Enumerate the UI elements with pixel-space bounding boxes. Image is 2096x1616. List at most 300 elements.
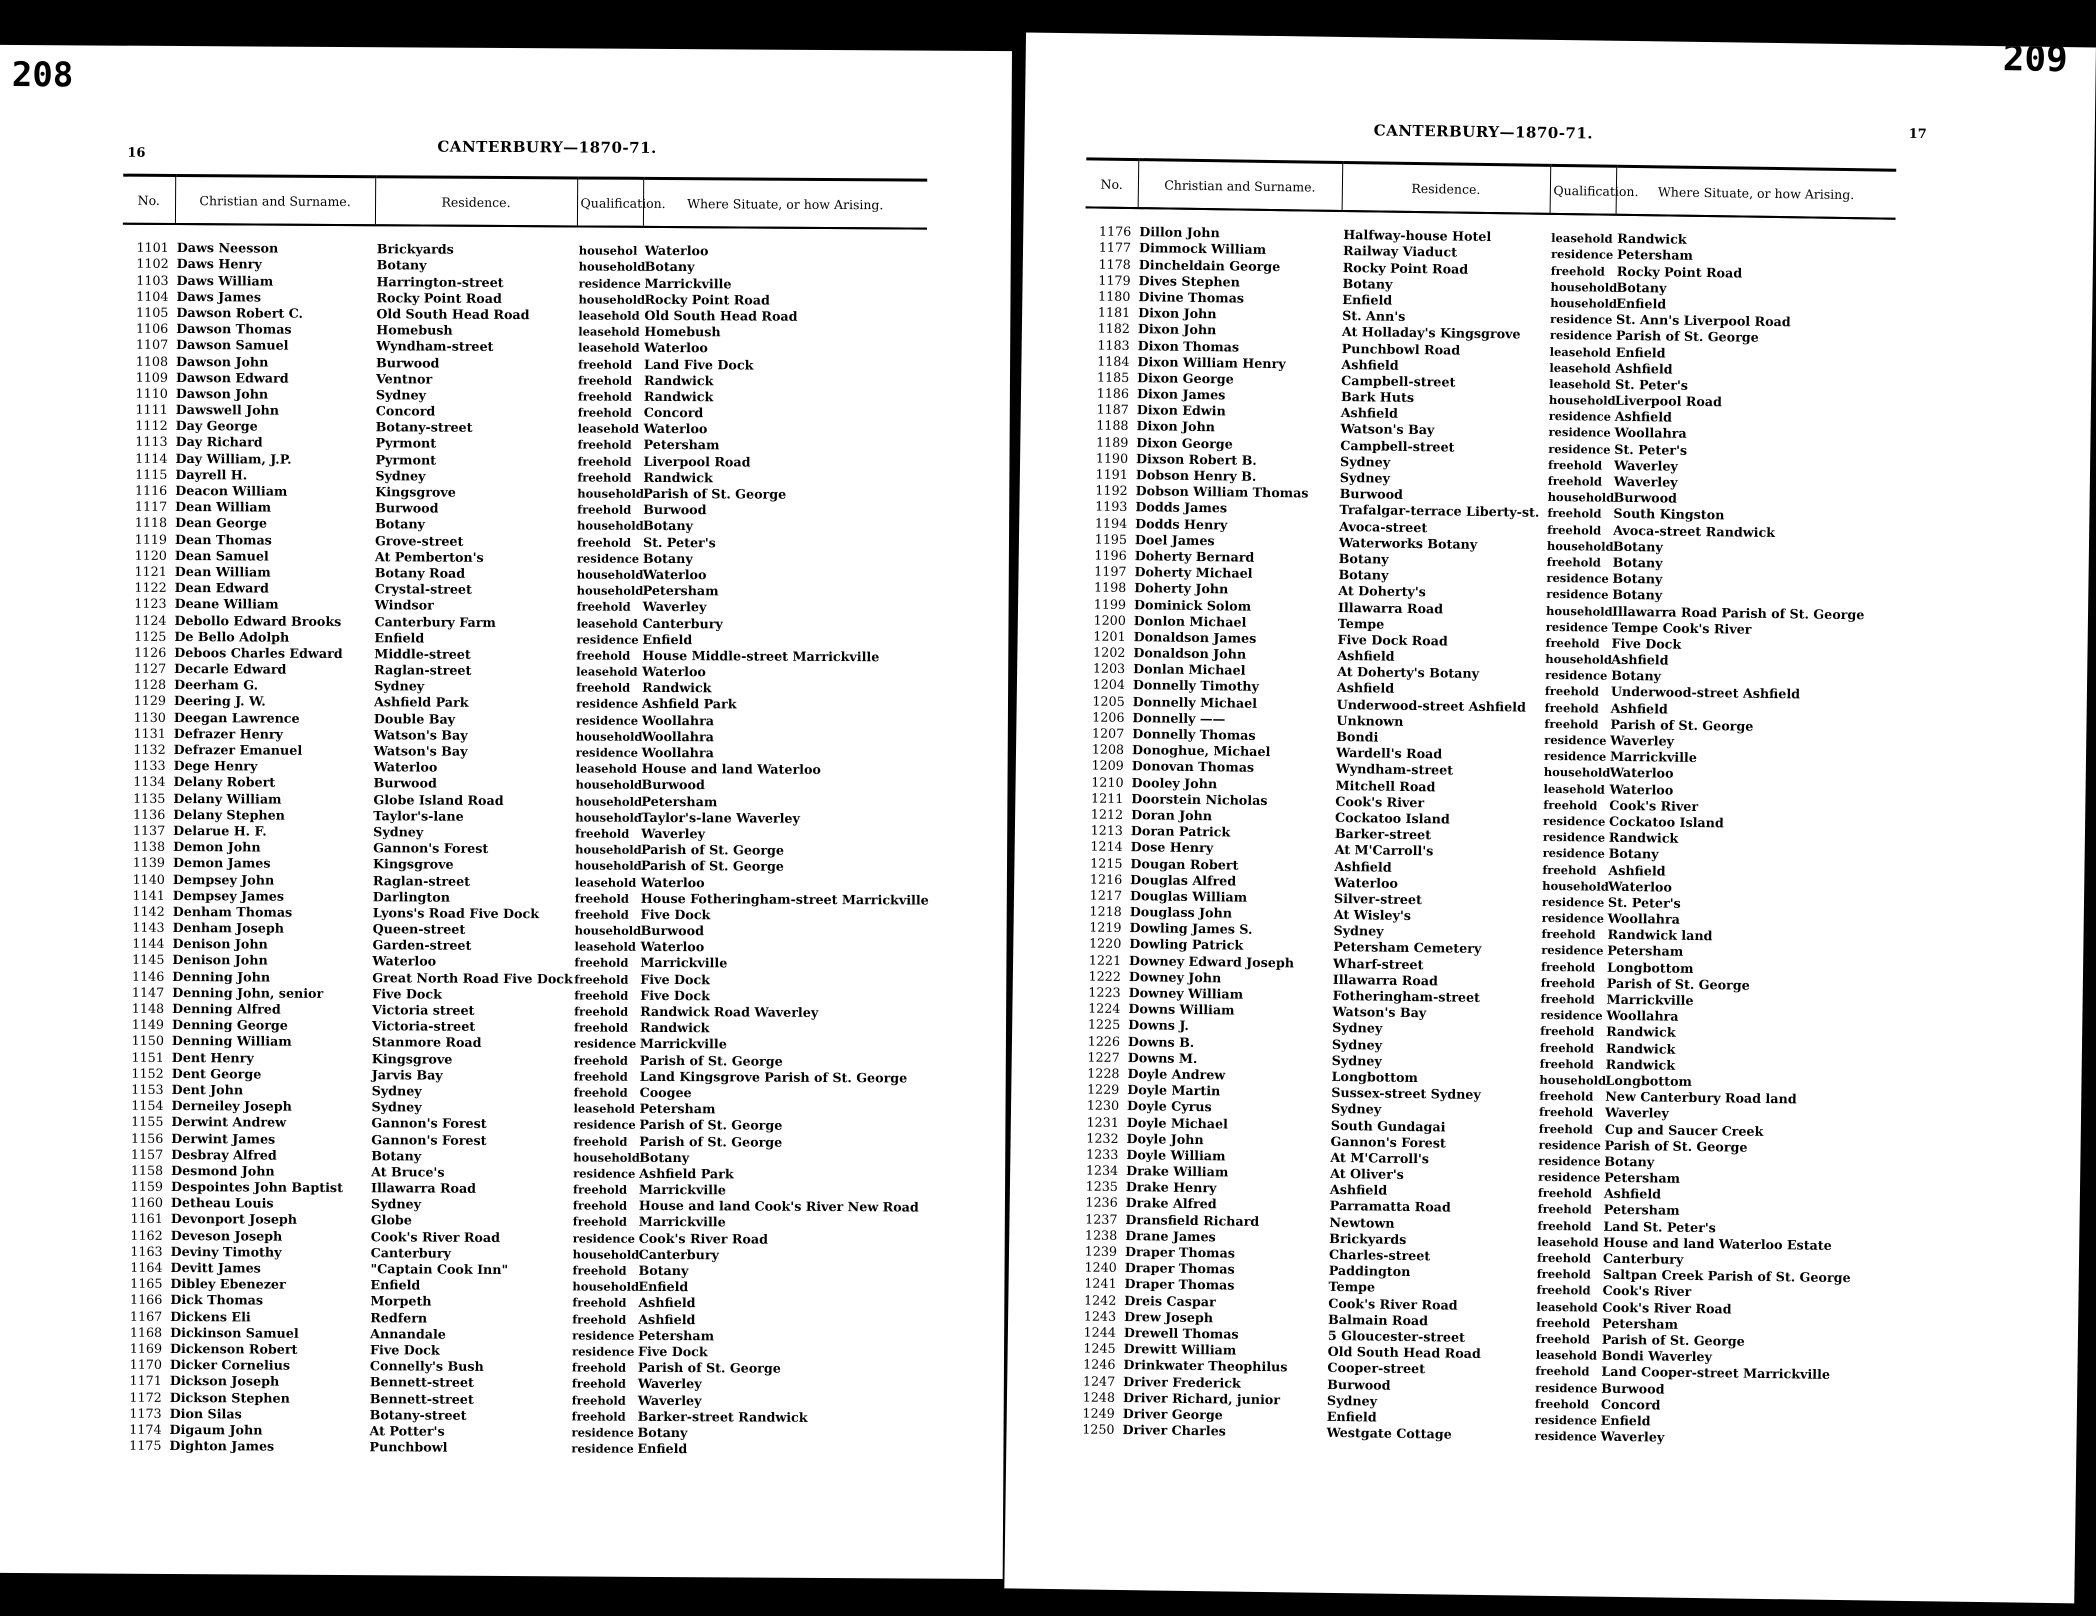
where-situate: Five Dock: [640, 971, 711, 987]
voter-name: Downey John: [1128, 968, 1222, 986]
voter-name: Dick Thomas: [170, 1292, 264, 1308]
voter-name: Drewitt William: [1123, 1341, 1237, 1358]
where-situate: Cook's River Road: [638, 1230, 769, 1247]
voter-name: Defrazer Henry: [173, 725, 284, 742]
qualification: freehold: [576, 535, 632, 550]
voter-name: Downs M.: [1127, 1049, 1198, 1066]
voter-name: Doran John: [1131, 807, 1213, 824]
entry-number: 1177: [1098, 239, 1132, 256]
entry-number: 1216: [1089, 871, 1123, 887]
residence: Ventnor: [375, 370, 433, 387]
where-situate: Waverley: [641, 825, 706, 842]
entry-number: 1198: [1093, 579, 1127, 596]
entry-number: 1155: [131, 1114, 164, 1130]
where-situate: Botany: [1616, 279, 1667, 296]
entry-number: 1204: [1092, 676, 1126, 693]
qualification: freehold: [576, 680, 631, 696]
entry-number: 1218: [1089, 903, 1122, 920]
residence: Gannon's Forest: [371, 1131, 487, 1148]
residence: Trafalgar-terrace Liberty-st.: [1339, 502, 1540, 521]
qualification: freehold: [1543, 797, 1598, 813]
entry-number: 1150: [131, 1033, 164, 1049]
table-row: [123, 224, 927, 260]
entry-number: 1171: [129, 1373, 162, 1389]
entry-number: 1129: [133, 693, 167, 709]
residence: Canterbury Farm: [374, 613, 496, 630]
entry-number: 1200: [1093, 612, 1126, 628]
residence: Sydney: [371, 1083, 422, 1099]
entry-number: 1242: [1083, 1292, 1117, 1308]
qualification: residence: [1546, 570, 1609, 586]
column-header-residence: Residence.: [1342, 162, 1551, 213]
voter-name: Driver George: [1122, 1405, 1223, 1423]
voter-name: Dixon John: [1136, 418, 1216, 435]
column-header-name: Christian and Surname.: [1138, 160, 1343, 211]
qualification: residence: [573, 1117, 636, 1133]
where-situate: Burwood: [1601, 1380, 1665, 1397]
residence: Sydney: [1333, 923, 1384, 939]
residence: Globe: [370, 1212, 412, 1228]
residence: Wardell's Road: [1335, 745, 1443, 762]
qualification: household: [576, 567, 644, 582]
qualification: leasehold: [578, 324, 640, 339]
entry-number: 1138: [132, 838, 166, 855]
entry-number: 1225: [1087, 1016, 1121, 1033]
qualification: househol: [578, 243, 638, 258]
where-situate: Randwick: [1606, 1024, 1676, 1041]
qualification: freehold: [577, 373, 633, 388]
residence: Old South Head Road: [1327, 1343, 1481, 1362]
where-situate: Waterloo: [640, 874, 705, 890]
voter-name: Dickenson Robert: [170, 1340, 298, 1357]
residence: Sydney: [375, 468, 426, 484]
residence: Burwood: [1327, 1376, 1391, 1393]
voter-name: Dawson Edward: [175, 369, 289, 386]
where-situate: Marrickville: [1606, 991, 1694, 1008]
where-situate: Burwood: [640, 922, 705, 939]
where-situate: Ashfield: [1615, 360, 1673, 377]
qualification: freehold: [577, 454, 632, 469]
voter-name: Dean Thomas: [174, 531, 272, 548]
entry-number: 1151: [131, 1049, 164, 1065]
qualification: leasehold: [577, 421, 640, 437]
where-situate: Longbottom: [1606, 959, 1694, 976]
voter-name: Dixon John: [1137, 321, 1217, 338]
where-situate: Petersham: [1607, 943, 1684, 960]
voter-name: Delany Stephen: [173, 806, 285, 823]
entry-number: 1139: [132, 855, 166, 871]
qualification: freehold: [577, 470, 632, 485]
qualification: freehold: [1536, 1266, 1591, 1282]
where-situate: Marrickville: [640, 955, 728, 971]
entry-number: 1240: [1084, 1259, 1117, 1276]
column-header-where-situate: Where Situate, or how Arising.: [643, 178, 927, 228]
voter-name: Doyle Cyrus: [1126, 1098, 1212, 1115]
qualification: household: [576, 583, 644, 598]
left-page: [0, 45, 1012, 1579]
qualification: household: [1548, 392, 1616, 408]
voter-name: Devitt James: [170, 1259, 261, 1276]
residence: Sydney: [373, 824, 424, 840]
qualification: freehold: [1539, 1088, 1594, 1104]
residence: Paddington: [1328, 1263, 1411, 1280]
qualification: residence: [1544, 732, 1607, 748]
qualification: residence: [1541, 943, 1604, 959]
entry-number: 1207: [1091, 725, 1125, 741]
entry-number: 1174: [129, 1421, 162, 1437]
voter-name: Dixson Robert B.: [1136, 450, 1257, 468]
where-situate: Parish of St. George: [1615, 328, 1759, 346]
voter-name: Deboos Charles Edward: [174, 644, 343, 661]
qualification: freehold: [572, 1311, 627, 1327]
residence: Illawarra Road: [370, 1180, 477, 1196]
entry-number: 1221: [1088, 952, 1122, 968]
entry-number: 1168: [129, 1324, 163, 1340]
residence: Botany: [1342, 275, 1393, 292]
residence: Botany: [376, 257, 427, 273]
where-situate: South Kingston: [1613, 506, 1725, 523]
voter-name: Drake William: [1126, 1163, 1229, 1180]
where-situate: Botany: [644, 259, 695, 275]
residence: Five Dock Road: [1337, 631, 1448, 649]
residence: Parramatta Road: [1329, 1198, 1451, 1216]
voter-name: Day Richard: [175, 434, 263, 450]
qualification: freehold: [577, 502, 632, 517]
qualification: freehold: [1540, 975, 1596, 991]
entry-number: 1109: [135, 369, 169, 385]
residence: Waterloo: [1334, 874, 1399, 891]
residence: Pyrmont: [375, 451, 437, 468]
where-situate: Old South Head Road: [644, 307, 798, 324]
qualification: household: [1545, 651, 1613, 667]
qualification: household: [575, 729, 643, 744]
where-situate: Marrickville: [638, 1181, 726, 1198]
entry-number: 1178: [1098, 256, 1131, 272]
where-situate: House and land Waterloo Estate: [1603, 1234, 1832, 1253]
entry-number: 1159: [130, 1178, 164, 1194]
where-situate: House and land Waterloo: [641, 761, 821, 778]
voter-name: Dent Henry: [171, 1049, 254, 1066]
where-situate: Randwick: [1617, 230, 1687, 247]
qualification: household: [577, 518, 644, 534]
voter-name: Dixon William Henry: [1137, 353, 1286, 371]
qualification: freehold: [1534, 1396, 1590, 1412]
residence: 5 Gloucester-street: [1327, 1327, 1466, 1345]
entry-number: 1124: [134, 612, 167, 628]
qualification: leasehold: [1535, 1347, 1598, 1363]
qualification: residence: [1543, 749, 1607, 764]
voter-name: Desmond John: [171, 1162, 275, 1179]
residence: Redfern: [370, 1309, 428, 1326]
where-situate: Parish of St. George: [639, 1052, 783, 1069]
voter-name: Daws James: [176, 288, 262, 305]
voter-name: Deviny Timothy: [170, 1243, 282, 1260]
residence: Five Dock: [372, 986, 442, 1002]
residence: Sydney: [1332, 1020, 1383, 1036]
entry-number: 1172: [129, 1389, 162, 1405]
entry-number: 1114: [135, 450, 168, 466]
residence: Watson's Bay: [1340, 421, 1435, 438]
qualification: freehold: [1547, 473, 1603, 489]
residence: Bondi: [1336, 728, 1379, 745]
voter-name: Decarle Edward: [174, 661, 287, 677]
where-situate: Waterloo: [642, 663, 706, 680]
where-situate: Enfield: [1616, 295, 1667, 312]
qualification: freehold: [574, 907, 629, 922]
residence: Grove-street: [374, 532, 464, 549]
voter-name: Dawson Robert C.: [176, 304, 304, 321]
entry-number: 1137: [132, 822, 166, 838]
where-situate: Waterloo: [1609, 781, 1674, 798]
residence: Sydney: [1331, 1052, 1382, 1069]
qualification: freehold: [573, 1133, 628, 1149]
where-situate: Tempe Cook's River: [1611, 619, 1752, 637]
entry-number: 1190: [1095, 450, 1129, 466]
entry-number: 1233: [1086, 1146, 1119, 1162]
voter-name: Dawson Samuel: [176, 337, 289, 353]
voter-name: Debollo Edward Brooks: [174, 612, 342, 629]
entry-number: 1210: [1091, 774, 1124, 790]
voter-name: Derneiley Joseph: [171, 1098, 292, 1114]
entry-number: 1239: [1084, 1243, 1118, 1259]
entry-number: 1206: [1092, 709, 1125, 725]
where-situate: Parish of St. George: [641, 841, 785, 858]
where-situate: House Middle-street Marrickville: [642, 647, 880, 665]
voter-name: Dawswell John: [175, 402, 280, 418]
where-situate: Botany: [1612, 538, 1663, 555]
qualification: leasehold: [576, 615, 638, 631]
residence: Waterloo: [372, 953, 437, 970]
where-situate: Waverley: [637, 1376, 702, 1392]
voter-name: Dighton James: [169, 1438, 275, 1454]
where-situate: Marrickville: [638, 1214, 726, 1230]
where-situate: Waterloo: [640, 939, 705, 955]
residence: South Gundagai: [1330, 1117, 1446, 1134]
entry-number: 1193: [1095, 498, 1128, 515]
qualification: residence: [573, 1166, 636, 1181]
where-situate: Botany: [1611, 668, 1662, 684]
entry-number: 1230: [1086, 1097, 1120, 1114]
where-situate: Woollahra: [1606, 1007, 1679, 1024]
where-situate: Waterloo: [644, 243, 709, 259]
residence: Botany: [371, 1147, 422, 1164]
residence: Wharf-street: [1332, 955, 1424, 972]
entry-number: 1170: [129, 1356, 162, 1373]
where-situate: Waverley: [1613, 473, 1678, 490]
qualification: leasehold: [1537, 1234, 1599, 1250]
qualification: leasehold: [578, 308, 640, 323]
where-situate: Marrickville: [1609, 748, 1697, 766]
entry-number: 1223: [1088, 984, 1121, 1000]
entry-number: 1231: [1086, 1113, 1119, 1130]
residence: Petersham Cemetery: [1333, 939, 1482, 957]
entry-number: 1106: [135, 320, 169, 337]
qualification: freehold: [573, 1085, 628, 1100]
where-situate: Cup and Saucer Creek: [1604, 1121, 1764, 1139]
voter-name: Donlan Michael: [1133, 661, 1246, 678]
qualification: leasehold: [1549, 376, 1611, 392]
electoral-roll-table: [115, 174, 927, 1458]
residence: Barker-street: [1334, 826, 1432, 843]
voter-name: Dege Henry: [173, 758, 258, 774]
where-situate: Botany: [1612, 554, 1663, 571]
where-situate: Land Kingsgrove Parish of St. George: [639, 1068, 908, 1086]
residence: At Wisley's: [1333, 906, 1412, 924]
qualification: residence: [1545, 619, 1609, 635]
residence: Enfield: [1326, 1408, 1377, 1425]
where-situate: Parish of St. George: [639, 1133, 783, 1150]
qualification: freehold: [1536, 1283, 1591, 1298]
residence: Illawarra Road: [1337, 599, 1444, 616]
where-situate: Canterbury: [638, 1246, 720, 1263]
qualification: freehold: [578, 356, 633, 372]
voter-name: Dawson Thomas: [176, 321, 292, 337]
where-situate: Parish of St. George: [1610, 716, 1754, 734]
entry-number: 1180: [1097, 288, 1131, 304]
where-situate: Parish of St. George: [637, 1359, 781, 1376]
residence: Punchbowl Road: [1341, 340, 1461, 358]
qualification: freehold: [1550, 263, 1605, 279]
column-header-no: No.: [1086, 159, 1139, 208]
voter-name: Denning John, senior: [172, 984, 324, 1001]
residence: Botany Road: [374, 565, 466, 581]
qualification: freehold: [1540, 1024, 1595, 1039]
voter-name: Devonport Joseph: [170, 1211, 298, 1228]
residence: Ashfield: [1337, 648, 1395, 664]
qualification: freehold: [1535, 1331, 1591, 1347]
qualification: residence: [571, 1425, 634, 1440]
where-situate: Randwick land: [1607, 926, 1713, 944]
residence: Kingsgrove: [372, 856, 454, 873]
entry-number: 1101: [136, 239, 169, 256]
qualification: freehold: [572, 1214, 627, 1230]
qualification: residence: [1534, 1428, 1597, 1444]
residence: Ashfield: [1340, 405, 1399, 422]
voter-name: Donnelly ——: [1132, 709, 1226, 727]
residence: At Potter's: [369, 1423, 445, 1439]
voter-name: Draper Thomas: [1124, 1260, 1235, 1277]
voter-name: Dixon James: [1136, 386, 1226, 403]
voter-name: Detheau Louis: [170, 1195, 274, 1211]
where-situate: Enfield: [1615, 344, 1666, 360]
residence: Windsor: [374, 597, 434, 613]
residence: Gannon's Forest: [1330, 1133, 1446, 1151]
qualification: residence: [1548, 441, 1611, 457]
where-situate: Rocky Point Road: [1616, 263, 1743, 281]
entry-number: 1108: [135, 353, 169, 369]
qualification: household: [575, 842, 642, 857]
voter-name: Dillon John: [1139, 224, 1220, 241]
voter-name: Dickinson Samuel: [170, 1324, 299, 1341]
residence: Ashfield: [1341, 356, 1399, 373]
residence: Bark Huts: [1340, 389, 1415, 406]
where-situate: House Fotheringham-street Marrickville: [640, 890, 929, 908]
where-situate: Waterloo: [1608, 878, 1673, 895]
qualification: leasehold: [578, 340, 640, 356]
entry-number: 1228: [1087, 1065, 1120, 1081]
qualification: household: [1550, 295, 1618, 311]
entry-number: 1166: [130, 1292, 163, 1308]
residence: Sydney: [1330, 1101, 1382, 1117]
qualification: freehold: [575, 826, 630, 841]
residence: Longbottom: [1331, 1068, 1419, 1086]
qualification: leasehold: [574, 939, 636, 955]
entry-number: 1217: [1089, 887, 1123, 903]
entry-number: 1119: [134, 531, 168, 547]
entry-number: 1152: [131, 1065, 164, 1081]
entry-number: 1147: [131, 984, 165, 1000]
entry-number: 1245: [1083, 1340, 1116, 1357]
column-header-where-situate: Where Situate, or how Arising.: [1616, 166, 1897, 218]
residence: Double Bay: [373, 710, 456, 727]
qualification: freehold: [1544, 700, 1599, 716]
where-situate: Petersham: [1603, 1202, 1680, 1219]
residence: Tempe: [1337, 615, 1385, 632]
residence: Watson's Bay: [373, 743, 468, 759]
voter-name: De Bello Adolph: [174, 628, 290, 645]
entry-number: 1105: [136, 304, 169, 320]
entry-number: 1148: [131, 1000, 165, 1016]
residence: Underwood-street Ashfield: [1336, 696, 1527, 715]
residence: Sydney: [375, 387, 427, 403]
electoral-roll-table: [1068, 157, 1896, 1447]
where-situate: Enfield: [637, 1440, 688, 1457]
voter-name: Daws Neesson: [176, 240, 279, 256]
voter-name: Dixon John: [1138, 305, 1217, 322]
residence: Fotheringham-street: [1332, 987, 1481, 1005]
residence: Cook's River Road: [370, 1228, 501, 1245]
residence: Ashfield Park: [373, 694, 469, 711]
residence: Botany-street: [369, 1406, 467, 1423]
entry-number: 1121: [134, 563, 167, 579]
where-situate: Botany: [1608, 846, 1659, 862]
entry-number: 1176: [1098, 223, 1132, 240]
qualification: residence: [573, 1036, 637, 1052]
entry-number: 1134: [133, 774, 166, 790]
voter-name: Dean George: [175, 515, 268, 531]
page-number: 17: [1908, 126, 1927, 143]
voter-name: Dickens Eli: [170, 1308, 251, 1325]
where-situate: Saltpan Creek Parish of St. George: [1602, 1266, 1851, 1286]
residence: Harrington-street: [376, 273, 504, 290]
entry-number: 1110: [135, 385, 168, 401]
voter-name: Dose Henry: [1130, 839, 1214, 856]
qualification: freehold: [1544, 684, 1600, 700]
residence: Watson's Bay: [373, 727, 468, 743]
qualification: freehold: [577, 405, 632, 420]
qualification: freehold: [1541, 927, 1596, 942]
residence: Ashfield: [1329, 1182, 1388, 1198]
where-situate: St. Peter's: [642, 534, 716, 550]
voter-name: Dives Stephen: [1138, 272, 1241, 290]
where-situate: Liverpool Road: [1614, 392, 1723, 410]
qualification: freehold: [571, 1376, 626, 1392]
where-situate: Petersham: [641, 793, 718, 809]
entry-number: 1120: [134, 547, 167, 563]
entry-number: 1248: [1082, 1389, 1116, 1405]
qualification: freehold: [1537, 1218, 1592, 1234]
entry-number: 1244: [1083, 1324, 1117, 1340]
where-situate: New Canterbury Road land: [1605, 1088, 1797, 1107]
qualification: freehold: [1535, 1364, 1590, 1379]
voter-name: Drane James: [1125, 1227, 1216, 1245]
qualification: freehold: [1539, 1056, 1594, 1072]
where-situate: Five Dock: [637, 1343, 708, 1360]
residence: At Doherty's Botany: [1337, 664, 1480, 682]
qualification: freehold: [1542, 862, 1597, 878]
residence: St. Ann's: [1342, 308, 1406, 324]
entry-number: 1196: [1094, 547, 1127, 563]
